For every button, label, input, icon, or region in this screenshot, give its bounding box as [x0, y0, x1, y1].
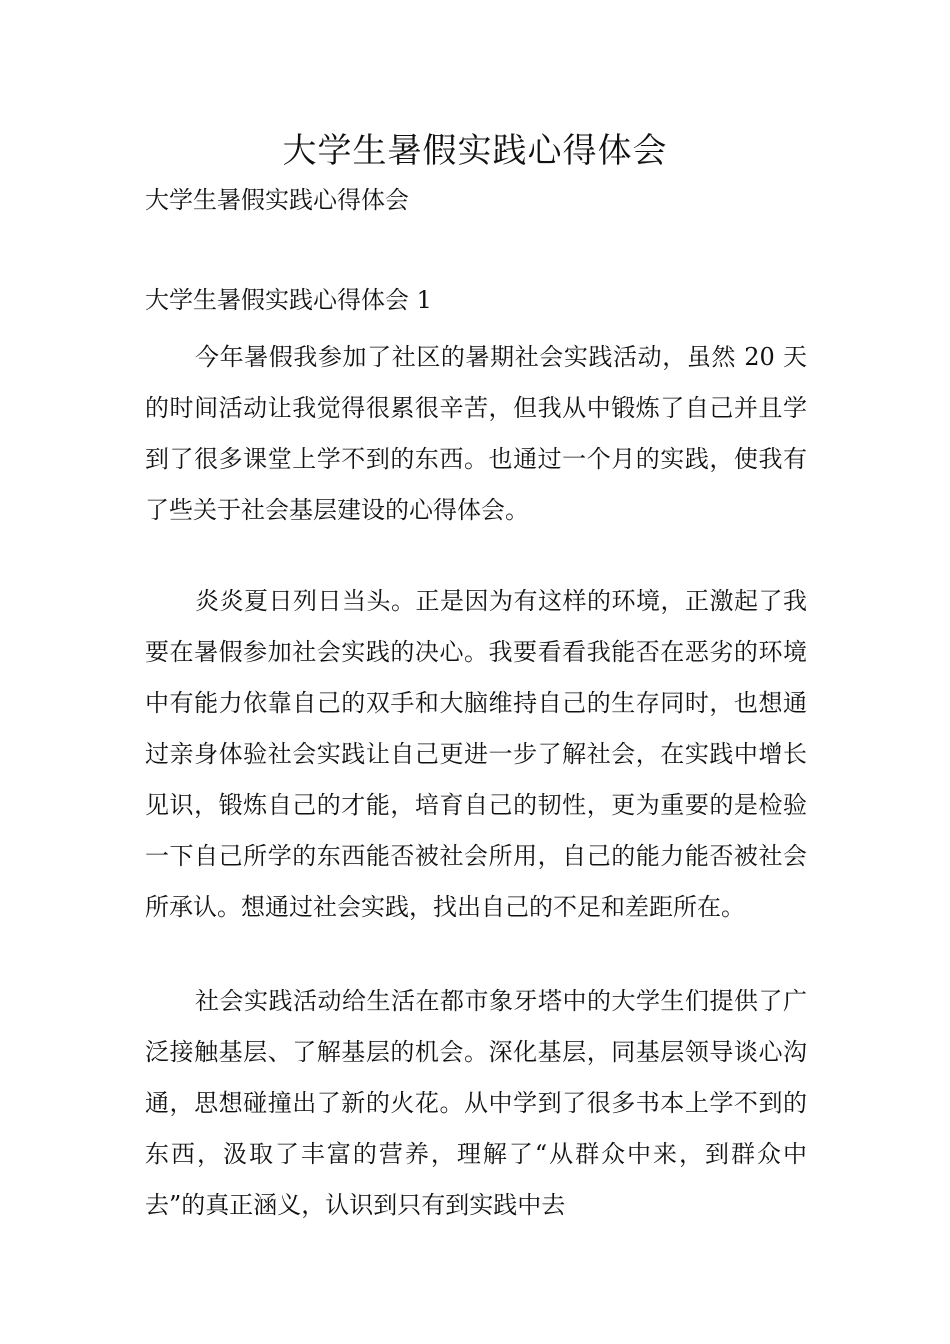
document-title: 大学生暑假实践心得体会: [282, 131, 668, 171]
paragraph: 社会实践活动给生活在都市象牙塔中的大学生们提供了广泛接触基层、了解基层的机会。深化基层，同基层领导谈心沟通，思想碰撞出了新的火花。从中学到了很多书本上学不到的东西，汲取了丰富的营养，理解了“从群众中来，到群众中去”的真正涵义，认识到只有到实践中去: [145, 987, 807, 1219]
paragraph: 炎炎夏日列日当头。正是因为有这样的环境，正激起了我要在暑假参加社会实践的决心。我要看看我能否在恶劣的环境中有能力依靠自己的双手和大脑维持自己的生存同时，也想通过亲身体验社会实践让自己更进一步了解社会，在实践中增长见识，锻炼自己的才能，培育自己的韧性，更为重要的是检验一下自己所学的东西能否被社会所用，自己的能力能否被社会所承认。想通过社会实践，找出自己的不足和差距所在。: [145, 587, 807, 921]
document-subtitle: 大学生暑假实践心得体会: [145, 186, 409, 214]
paragraph: 今年暑假我参加了社区的暑期社会实践活动，虽然 20 天的时间活动让我觉得很累很辛苦，但我从中锻炼了自己并且学到了很多课堂上学不到的东西。也通过一个月的实践，使我有了些关于社会基层建设的心得体会。: [145, 343, 807, 524]
section-heading: 大学生暑假实践心得体会 1: [145, 286, 432, 314]
